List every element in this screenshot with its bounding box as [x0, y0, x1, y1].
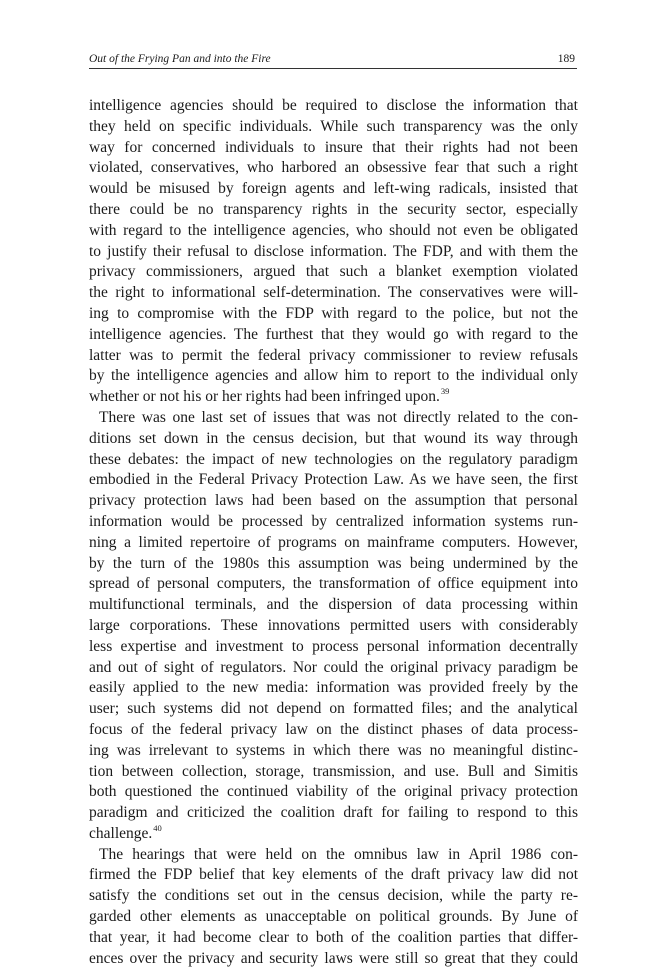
footnote-marker: 39: [440, 386, 450, 397]
text-line: intelligence agencies. The furthest that they would go with regard to the: [89, 325, 578, 343]
text-line: latter was to permit the federal privacy commissioner to review refusals: [89, 346, 578, 364]
text-line: to justify their refusal to disclose information. The FDP, and with them the: [89, 242, 578, 260]
running-header: [89, 50, 577, 69]
text-line: these debates: the impact of new technologies on the regulatory paradigm: [89, 450, 578, 468]
text-line: large corporations. These innovations permitted users with considerably: [89, 616, 578, 634]
text-line: privacy protection laws had been based on the assumption that personal: [89, 492, 578, 510]
text-line: firmed the FDP belief that key elements of the draft privacy law did not: [89, 866, 578, 884]
text-line: multifunctional terminals, and the dispersion of data processing within: [89, 596, 578, 614]
paragraph-first-line: There was one last set of issues that was not directly related to the con-: [99, 408, 578, 426]
text-line-content: whether or not his or her rights had been infringed upon.: [89, 388, 440, 406]
text-line: ning a limited repertoire of programs on mainframe computers. However,: [89, 533, 578, 551]
paragraph-last-line: [89, 387, 578, 408]
body-text: [89, 96, 578, 969]
paragraph-last-line: [89, 824, 578, 845]
text-line: would be misused by foreign agents and left-wing radicals, insisted that: [89, 180, 578, 198]
text-line: information would be processed by centralized information systems run-: [89, 512, 578, 530]
text-line: ing to compromise with the FDP with regard to the police, but not the: [89, 304, 578, 322]
text-line: less expertise and investment to process personal information decentrally: [89, 637, 578, 655]
text-line: by the turn of the 1980s this assumption was being undermined by the: [89, 554, 578, 572]
text-line: paradigm and criticized the coalition draft for failing to respond to this: [89, 804, 578, 822]
text-line: the right to informational self-determination. The conservatives were will-: [89, 284, 578, 302]
text-line: ing was irrelevant to systems in which there was no meaningful distinc-: [89, 741, 578, 759]
page-number: 189: [557, 53, 575, 65]
paragraph-first-line: The hearings that were held on the omnibus law in April 1986 con-: [99, 845, 578, 863]
text-line: they held on specific individuals. While such transparency was the only: [89, 117, 578, 135]
text-line: way for concerned individuals to insure that their rights had not been: [89, 138, 578, 156]
text-line: with regard to the intelligence agencies, who should not even be obligated: [89, 221, 578, 239]
text-line: ences over the privacy and security laws were still so great that they could: [89, 949, 578, 967]
text-line: spread of personal computers, the transformation of office equipment into: [89, 575, 578, 593]
running-title: Out of the Frying Pan and into the Fire: [89, 53, 271, 65]
text-line: there could be no transparency rights in the security sector, especially: [89, 200, 578, 218]
text-line: by the intelligence agencies and allow him to report to the individual only: [89, 367, 578, 385]
text-line: user; such systems did not depend on formatted files; and the analytical: [89, 700, 578, 718]
footnote-marker: 40: [153, 822, 162, 833]
text-line: embodied in the Federal Privacy Protection Law. As we have seen, the first: [89, 471, 578, 489]
text-line: that year, it had become clear to both of the coalition parties that differ-: [89, 928, 578, 946]
text-line: privacy commissioners, argued that such a blanket exemption violated: [89, 263, 578, 281]
text-line: garded other elements as unacceptable on political grounds. By June of: [89, 908, 578, 926]
text-line: violated, conservatives, who harbored an obsessive fear that such a right: [89, 159, 578, 177]
text-line: both questioned the continued viability of the original privacy protection: [89, 783, 578, 801]
text-line: focus of the federal privacy law on the distinct phases of data process-: [89, 720, 578, 738]
text-line: satisfy the conditions set out in the census decision, while the party re-: [89, 887, 578, 905]
text-line: easily applied to the new media: information was provided freely by the: [89, 679, 578, 697]
text-line: ditions set down in the census decision, but that wound its way through: [89, 429, 578, 447]
text-line-content: challenge.: [89, 824, 153, 842]
text-line: intelligence agencies should be required to disclose the information that: [89, 97, 578, 114]
text-line: and out of sight of regulators. Nor could the original privacy paradigm be: [89, 658, 578, 676]
text-line: tion between collection, storage, transmission, and use. Bull and Simitis: [89, 762, 578, 780]
